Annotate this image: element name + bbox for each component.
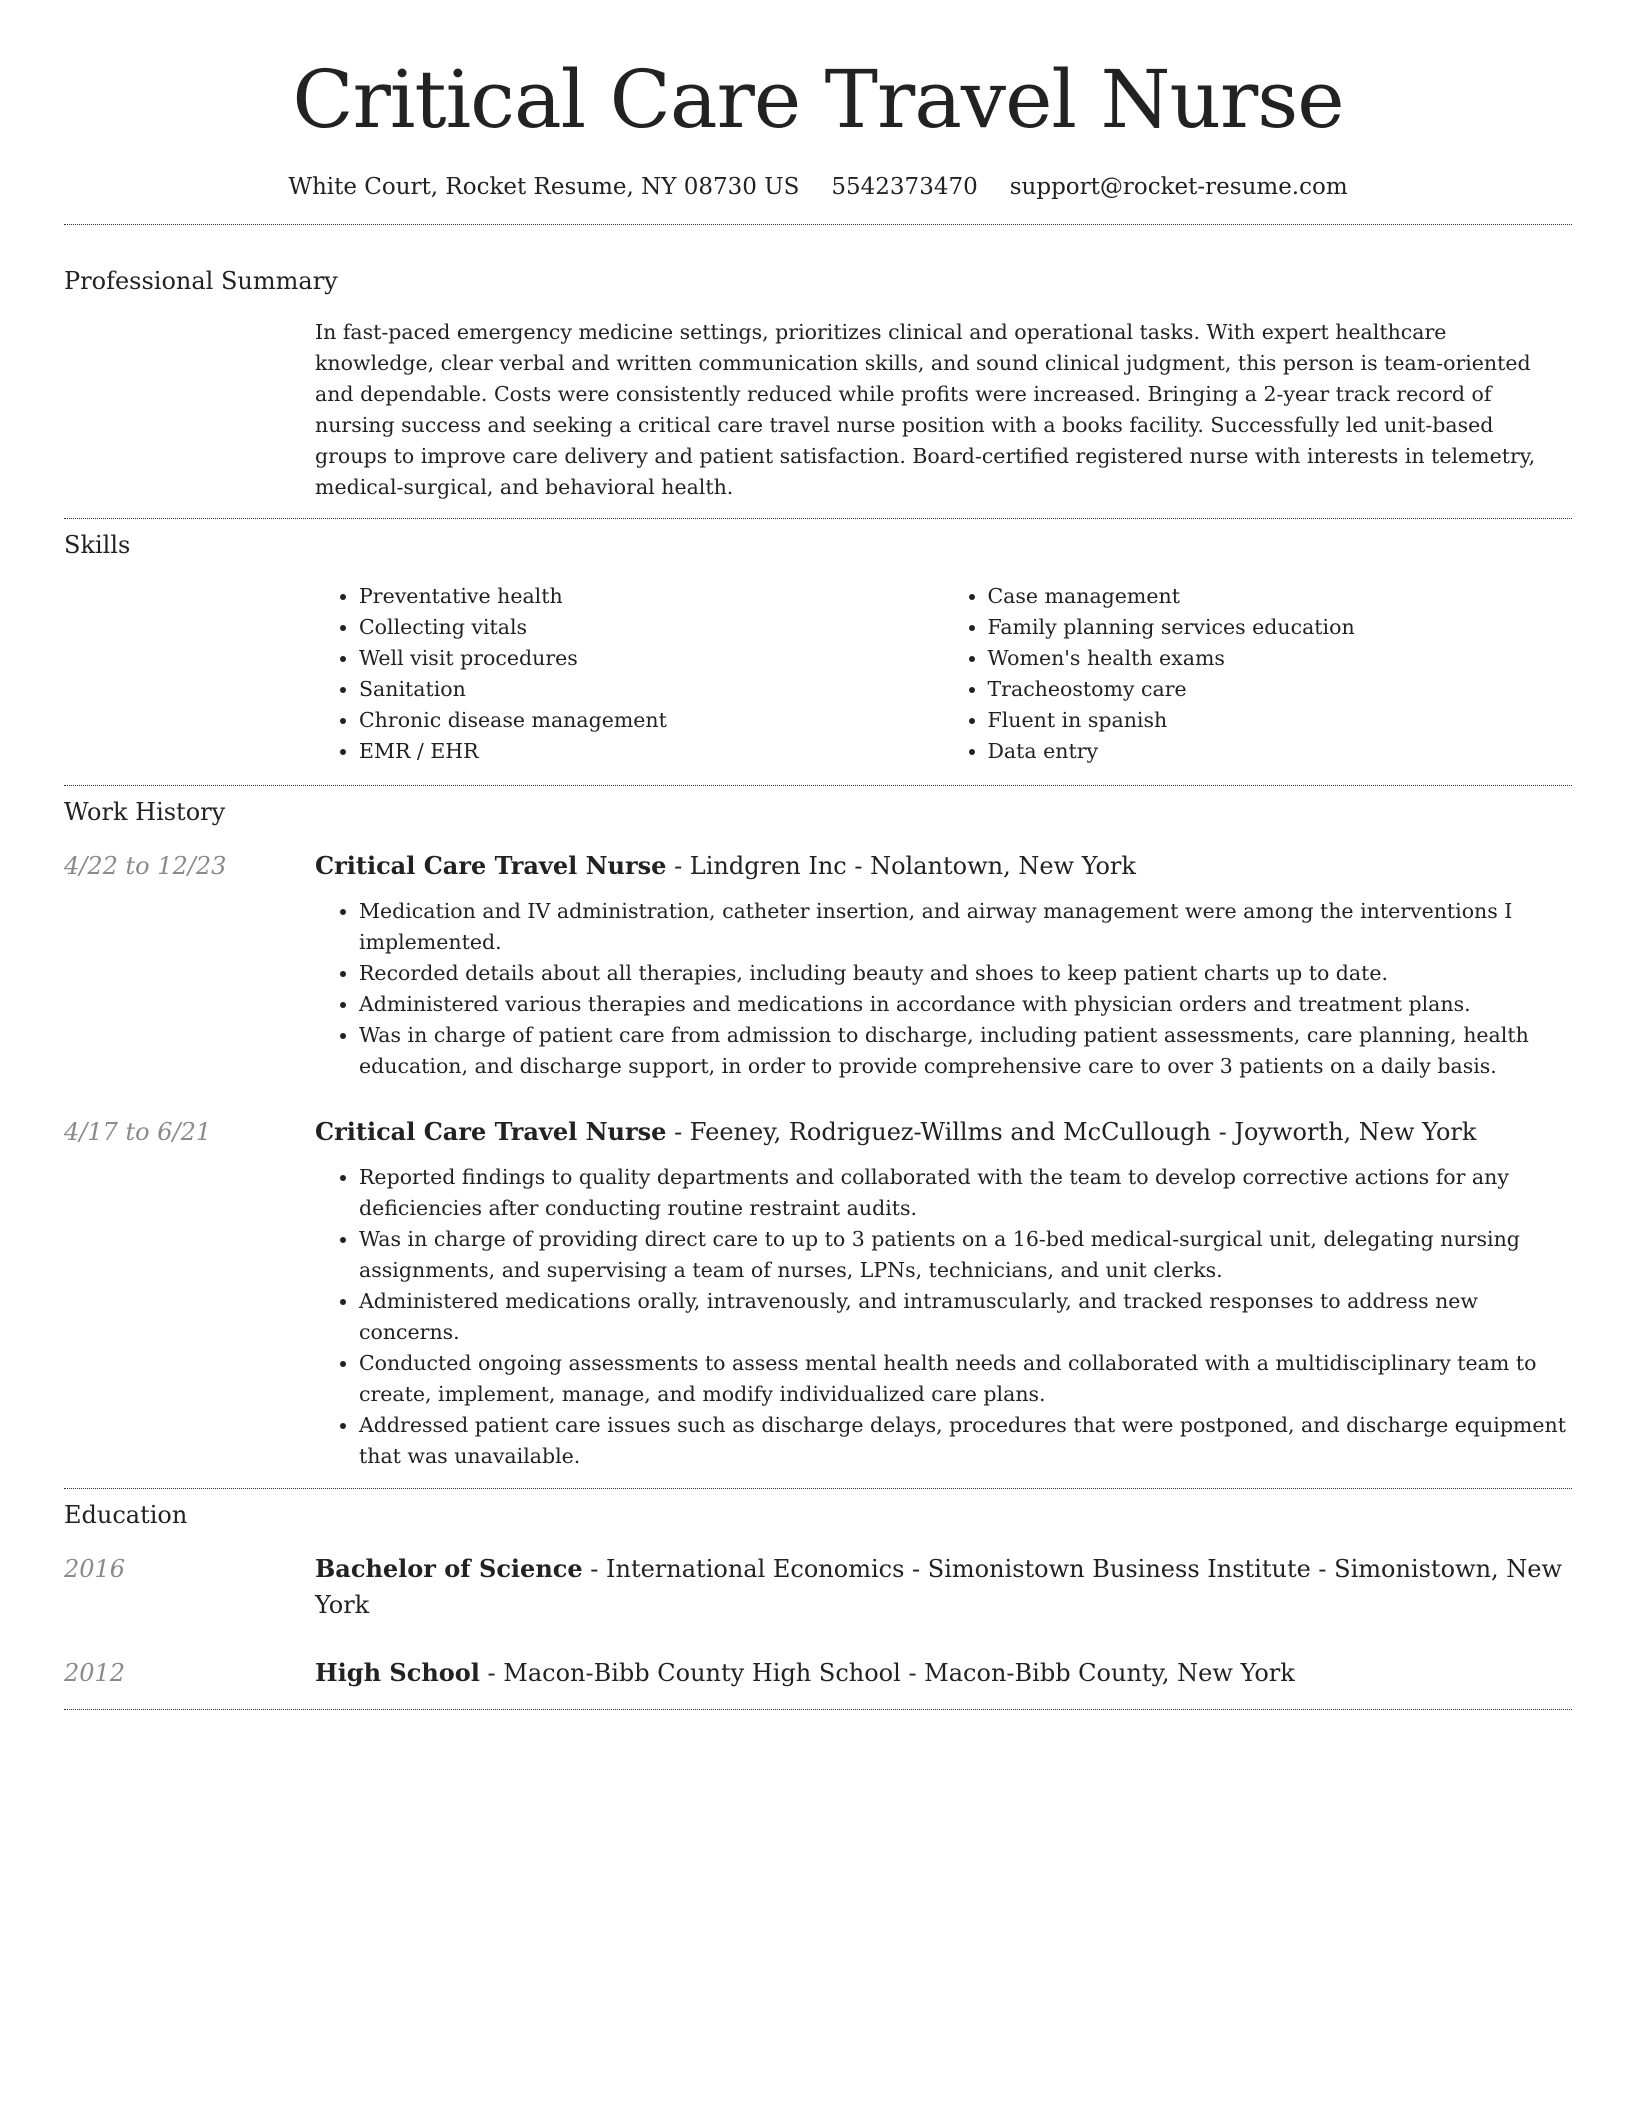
summary-section [315, 317, 1572, 503]
job-bullet: • Addressed patient care issues such as discharge delays, procedures that were postponed, and discharge equipment that was unavailable. [359, 1410, 1572, 1472]
summary-heading: Professional Summary [64, 267, 338, 295]
section-divider [64, 1709, 1572, 1710]
education-year: 2016 [64, 1555, 126, 1583]
skill-item: • Preventative health [359, 581, 944, 612]
skill-item: • Collecting vitals [359, 612, 944, 643]
education-year: 2012 [64, 1659, 126, 1687]
skill-item: • Chronic disease management [359, 705, 944, 736]
job-bullet: • Reported findings to quality departments and collaborated with the team to develop corrective actions for any deficiencies after conducting routine restraint audits. [359, 1162, 1572, 1224]
job-duties [315, 896, 1572, 1082]
skills-heading: Skills [64, 531, 131, 559]
skill-item: • Sanitation [359, 674, 944, 705]
skills-list-right [944, 581, 1573, 767]
contact-email: support@rocket-resume.com [1009, 174, 1348, 200]
job-dates: 4/22 to 12/23 [64, 852, 227, 880]
education-degree: Bachelor of Science [315, 1554, 583, 1583]
skill-item: • Women's health exams [988, 643, 1573, 674]
job-duties [315, 1162, 1572, 1472]
section-divider [64, 785, 1572, 786]
job-title: Critical Care Travel Nurse [315, 851, 667, 880]
candidate-name: Critical Care Travel Nurse [292, 53, 1344, 146]
skill-item: • Data entry [988, 736, 1573, 767]
job-bullet: • Medication and IV administration, catheter insertion, and airway management were among the interventions I implemented. [359, 896, 1572, 958]
skill-item: • Fluent in spanish [988, 705, 1573, 736]
job-bullet: • Administered medications orally, intravenously, and intramuscularly, and tracked responses to address new concerns. [359, 1286, 1572, 1348]
job-employer: - Lindgren Inc - Nolantown, New York [666, 852, 1136, 880]
job-bullet: • Was in charge of patient care from admission to discharge, including patient assessments, care planning, health education, and discharge support, in order to provide comprehensive care to over 3 patients on a daily basis. [359, 1020, 1572, 1082]
job-bullet: • Was in charge of providing direct care to up to 3 patients on a 16-bed medical-surgical unit, delegating nursing assignments, and supervising a team of nurses, LPNs, technicians, and unit clerks. [359, 1224, 1572, 1286]
education-details: - International Economics - Simonistown Business Institute - Simonistown, New York [315, 1555, 1563, 1619]
job-entry [64, 848, 1572, 884]
education-heading: Education [64, 1501, 188, 1529]
job-entry [64, 1114, 1572, 1150]
contact-phone: 5542373470 [831, 174, 978, 200]
job-bullet: • Administered various therapies and medications in accordance with physician orders and treatment plans. [359, 989, 1572, 1020]
education-degree: High School [315, 1658, 480, 1687]
section-divider [64, 518, 1572, 519]
education-header [315, 1551, 1572, 1623]
job-header [315, 848, 1136, 884]
skills-list-left [315, 581, 944, 767]
job-bullet: • Recorded details about all therapies, including beauty and shoes to keep patient charts up to date. [359, 958, 1572, 989]
job-dates: 4/17 to 6/21 [64, 1118, 212, 1146]
job-header [315, 1114, 1476, 1150]
section-divider [64, 224, 1572, 225]
skill-item: • Case management [988, 581, 1573, 612]
skills-section [315, 581, 1572, 767]
education-details: - Macon-Bibb County High School - Macon-Bibb County, New York [479, 1659, 1295, 1687]
skill-item: • Tracheostomy care [988, 674, 1573, 705]
summary-text: In fast-paced emergency medicine settings, prioritizes clinical and operational tasks. With expert healthcare knowledge, clear verbal and written communication skills, and sound clinical judgment, this person is team-oriented and dependable. Costs were consistently reduced while profits were increased. Bringing a 2-year track record of nursing success and seeking a critical care travel nurse position with a books facility. Successfully led unit-based groups to improve care delivery and patient satisfaction. Board-certified registered nurse with interests in telemetry, medical-surgical, and behavioral health. [315, 320, 1536, 499]
education-entry [64, 1551, 1572, 1623]
skill-item: • Family planning services education [988, 612, 1573, 643]
skill-item: • EMR / EHR [359, 736, 944, 767]
section-divider [64, 1488, 1572, 1489]
resume-page [64, 0, 1572, 1710]
job-employer: - Feeney, Rodriguez-Willms and McCullough - Joyworth, New York [666, 1118, 1477, 1146]
work-heading: Work History [64, 798, 226, 826]
job-title: Critical Care Travel Nurse [315, 1117, 667, 1146]
education-entry [64, 1655, 1572, 1691]
contact-line [64, 174, 1572, 200]
contact-address: White Court, Rocket Resume, NY 08730 US [288, 174, 800, 200]
education-header [315, 1655, 1295, 1691]
job-bullet: • Conducted ongoing assessments to assess mental health needs and collaborated with a multidisciplinary team to create, implement, manage, and modify individualized care plans. [359, 1348, 1572, 1410]
skill-item: • Well visit procedures [359, 643, 944, 674]
